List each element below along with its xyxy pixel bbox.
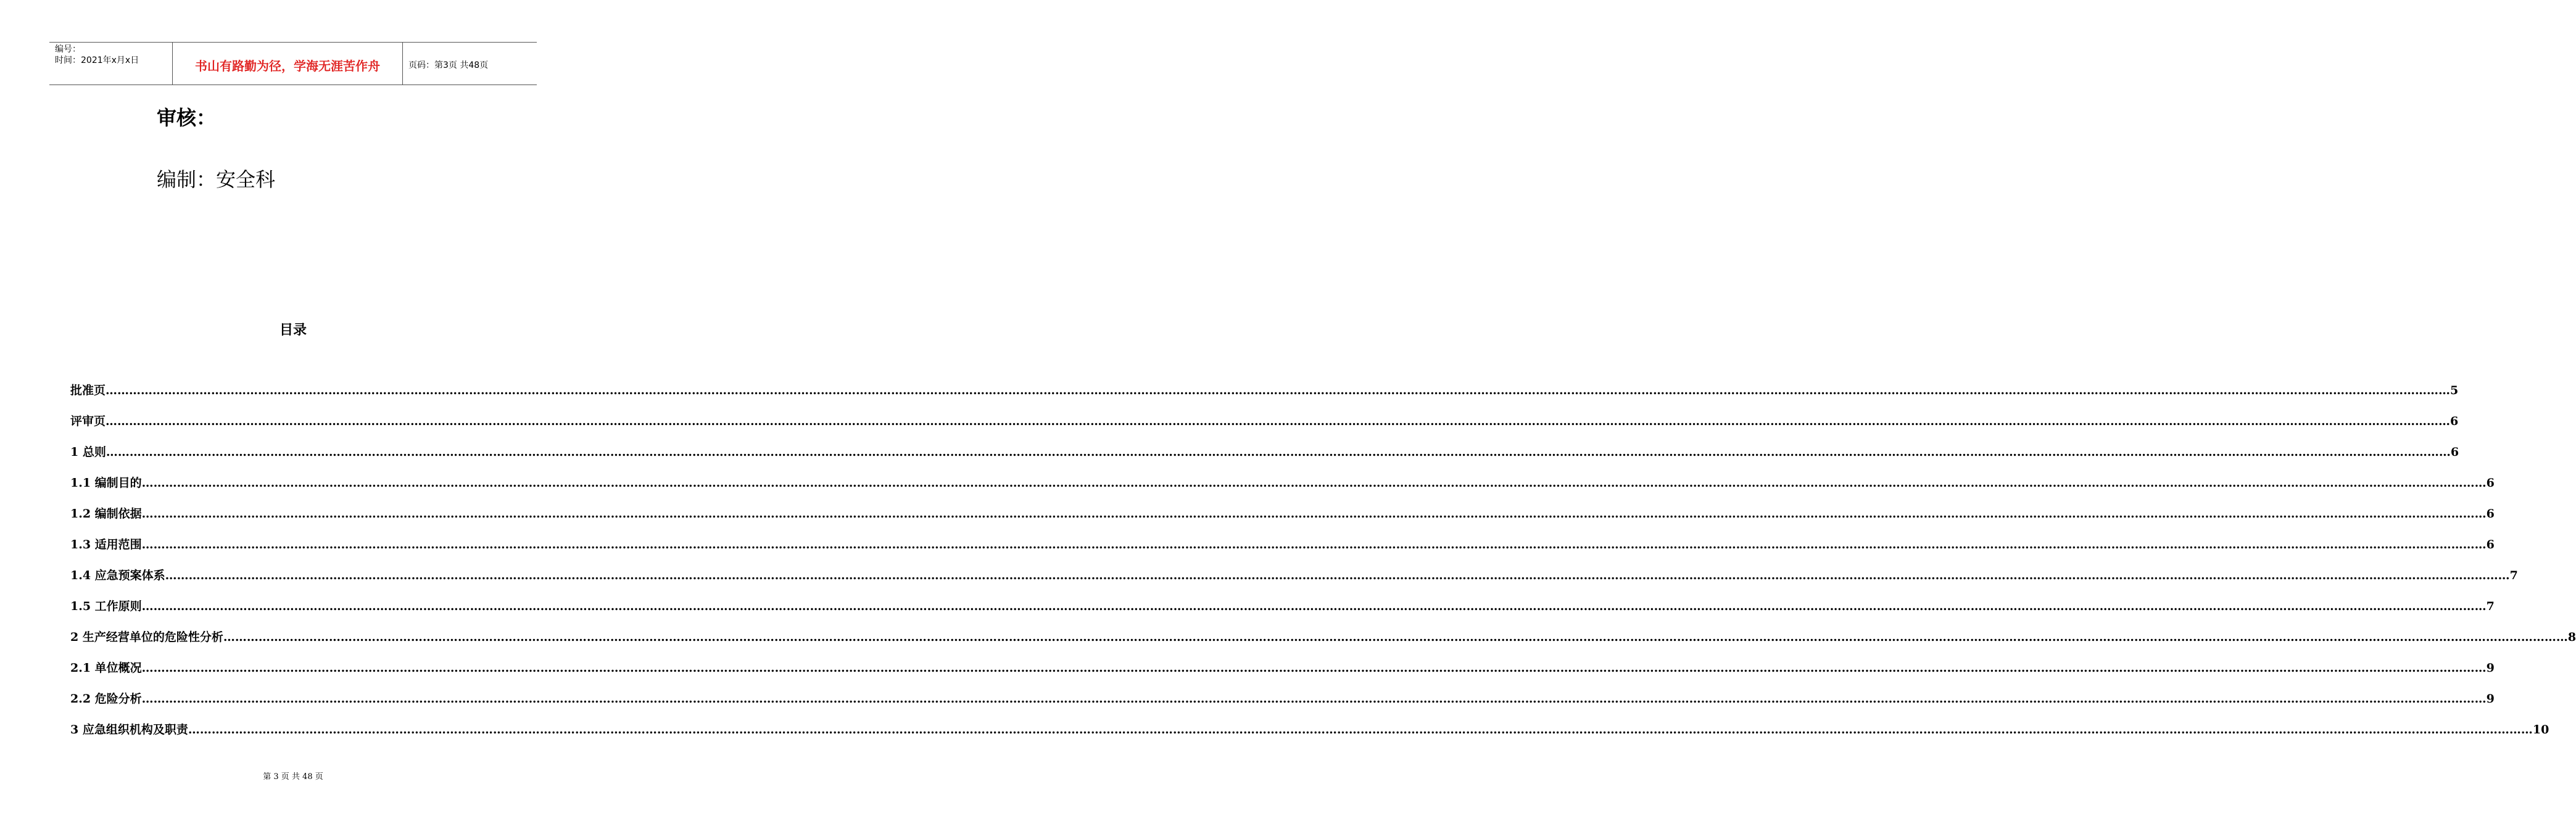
toc-item-label: 批准页 xyxy=(70,384,106,397)
toc-item-label: 1 总则 xyxy=(70,445,106,459)
toc-item-label: 评审页 xyxy=(70,414,106,428)
toc-item[interactable] xyxy=(70,722,2549,753)
toc-item[interactable] xyxy=(70,660,2495,691)
toc-item-label: 1.1 编制目的 xyxy=(70,476,142,490)
header-motto: 书山有路勤为径，学海无涯苦作舟 xyxy=(173,43,403,85)
number-label: 编号： xyxy=(55,44,81,54)
toc-leader-dots: …………………………………………………………………………………………………………………………………………………………………………………………………………………………………………………………………………………………………………………………………………………………………………………………………………………………………………………………………………………………………………………………………………………… xyxy=(188,723,2533,736)
toc-item-label: 2.2 危险分析 xyxy=(70,692,142,706)
toc-item-label: 3 应急组织机构及职责 xyxy=(70,723,188,736)
toc-item[interactable] xyxy=(70,444,2459,475)
time-label: 时间：2021年x月x日 xyxy=(55,56,139,65)
page-footer: 第 3 页 共 48 页 xyxy=(263,772,323,782)
compile-label: 编制：安全科 xyxy=(157,168,276,191)
toc-leader-dots: …………………………………………………………………………………………………………………………………………………………………………………………………………………………………………………………………………………………………………………………………………………………………………………………………………………………………………………………………………………………………………………………………………………… xyxy=(223,630,2568,644)
toc-item-label: 1.4 应急预案体系 xyxy=(70,569,165,582)
toc-item[interactable] xyxy=(70,413,2459,444)
header-page-info: 页码：第3页 共48页 xyxy=(408,60,489,70)
toc-item-page: 9 xyxy=(2486,692,2495,706)
toc-leader-dots: …………………………………………………………………………………………………………………………………………………………………………………………………………………………………………………………………………………………………………………………………………………………………………………………………………………………………………………………………………………………………………………………………………………… xyxy=(106,414,2451,428)
toc-item-page: 6 xyxy=(2486,476,2495,490)
toc-leader-dots: …………………………………………………………………………………………………………………………………………………………………………………………………………………………………………………………………………………………………………………………………………………………………………………………………………………………………………………………………………………………………………………………………………………… xyxy=(141,507,2487,521)
toc-item-page: 6 xyxy=(2486,507,2495,521)
toc-item-page: 9 xyxy=(2486,661,2495,675)
page-header xyxy=(49,42,537,85)
toc-item-page: 6 xyxy=(2450,414,2459,428)
toc-item-label: 1.3 适用范围 xyxy=(70,538,142,551)
header-meta xyxy=(49,43,173,85)
review-label: 审核： xyxy=(157,106,217,130)
toc-item[interactable] xyxy=(70,629,2576,660)
table-of-contents xyxy=(70,382,2576,753)
toc-leader-dots: …………………………………………………………………………………………………………………………………………………………………………………………………………………………………………………………………………………………………………………………………………………………………………………………………………………………………………………………………………………………………………………………………………………… xyxy=(141,661,2487,675)
toc-item[interactable] xyxy=(70,475,2495,506)
toc-leader-dots: …………………………………………………………………………………………………………………………………………………………………………………………………………………………………………………………………………………………………………………………………………………………………………………………………………………………………………………………………………………………………………………………………………………… xyxy=(141,600,2487,613)
toc-leader-dots: …………………………………………………………………………………………………………………………………………………………………………………………………………………………………………………………………………………………………………………………………………………………………………………………………………………………………………………………………………………………………………………………………………………… xyxy=(141,476,2487,490)
toc-leader-dots: …………………………………………………………………………………………………………………………………………………………………………………………………………………………………………………………………………………………………………………………………………………………………………………………………………………………………………………………………………………………………………………………………………………… xyxy=(165,569,2510,582)
toc-item-label: 1.5 工作原则 xyxy=(70,600,142,613)
toc-item-label: 2 生产经营单位的危险性分析 xyxy=(70,630,223,644)
toc-item-label: 2.1 单位概况 xyxy=(70,661,142,675)
toc-leader-dots: …………………………………………………………………………………………………………………………………………………………………………………………………………………………………………………………………………………………………………………………………………………………………………………………………………………………………………………………………………………………………………………………………………………… xyxy=(141,692,2487,706)
toc-item[interactable] xyxy=(70,691,2495,722)
toc-leader-dots: …………………………………………………………………………………………………………………………………………………………………………………………………………………………………………………………………………………………………………………………………………………………………………………………………………………………………………………………………………………………………………………………………………………… xyxy=(141,538,2487,551)
toc-item-page: 6 xyxy=(2486,538,2495,551)
toc-leader-dots: …………………………………………………………………………………………………………………………………………………………………………………………………………………………………………………………………………………………………………………………………………………………………………………………………………………………………………………………………………………………………………………………………………………… xyxy=(106,445,2451,459)
toc-item[interactable] xyxy=(70,382,2459,413)
toc-item-page: 5 xyxy=(2450,384,2459,397)
toc-item-page: 7 xyxy=(2486,600,2495,613)
toc-item-page: 8 xyxy=(2567,630,2576,644)
toc-title: 目录 xyxy=(279,323,307,338)
toc-item[interactable] xyxy=(70,598,2495,629)
toc-item-page: 7 xyxy=(2509,569,2518,582)
toc-leader-dots: …………………………………………………………………………………………………………………………………………………………………………………………………………………………………………………………………………………………………………………………………………………………………………………………………………………………………………………………………………………………………………………………………………………… xyxy=(106,384,2451,397)
toc-item-page: 6 xyxy=(2450,445,2459,459)
toc-item-page: 10 xyxy=(2532,723,2549,736)
toc-item[interactable] xyxy=(70,567,2518,598)
toc-item[interactable] xyxy=(70,506,2495,537)
toc-item[interactable] xyxy=(70,537,2495,567)
toc-item-label: 1.2 编制依据 xyxy=(70,507,142,521)
